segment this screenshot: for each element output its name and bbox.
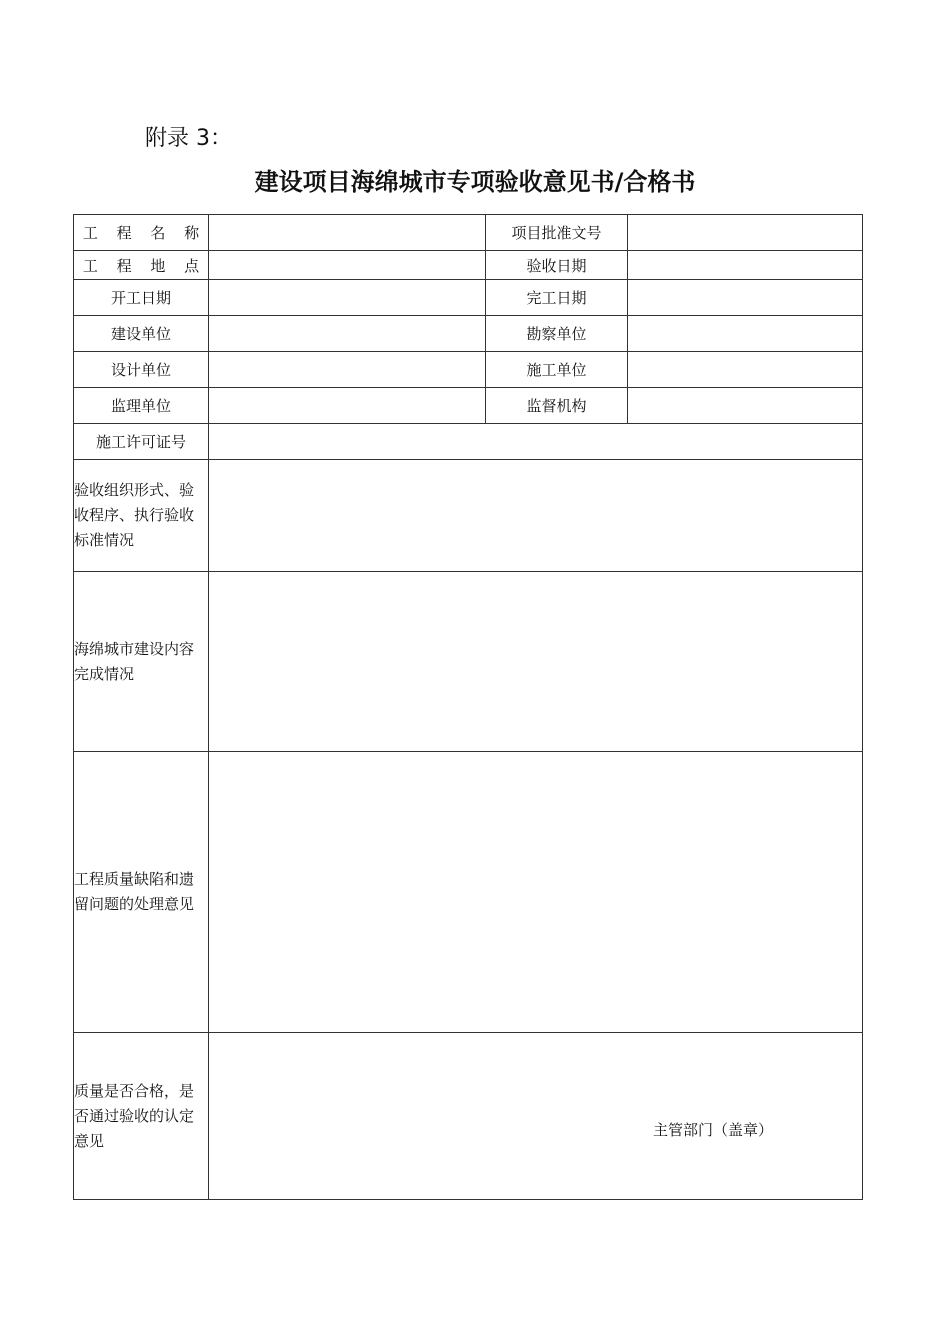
completion-date-label: 完工日期: [486, 280, 628, 316]
appendix-label: 附录 3：: [145, 126, 232, 151]
construction-unit-label: 建设单位: [74, 316, 209, 352]
project-name-label: 工 程 名 称: [82, 224, 207, 242]
permit-number-label: 施工许可证号: [74, 424, 209, 460]
quality-defects-field[interactable]: [209, 752, 863, 1033]
form-row-dates: [74, 280, 863, 316]
project-location-label: 工 程 地 点: [82, 256, 207, 275]
acceptance-procedure-label: 验收组织形式、验收程序、执行验收标准情况: [74, 460, 209, 572]
project-location-field[interactable]: [209, 251, 486, 280]
form-row-design-contractor: [74, 352, 863, 388]
form-row-permit-number: [74, 424, 863, 460]
sponge-city-completion-field[interactable]: [209, 572, 863, 752]
form-row-sponge-city-completion: [74, 572, 863, 752]
acceptance-form-table: [73, 214, 863, 1200]
form-row-project-name: [74, 215, 863, 251]
permit-number-field[interactable]: [209, 424, 863, 460]
oversight-agency-label: 监督机构: [486, 388, 628, 424]
design-unit-field[interactable]: [209, 352, 486, 388]
project-name-field[interactable]: [209, 215, 486, 251]
sponge-city-completion-label: 海绵城市建设内容完成情况: [74, 572, 209, 752]
completion-date-field[interactable]: [628, 280, 863, 316]
contractor-unit-field[interactable]: [628, 352, 863, 388]
acceptance-date-field[interactable]: [628, 251, 863, 280]
construction-unit-field[interactable]: [209, 316, 486, 352]
acceptance-opinion-label: 质量是否合格，是否通过验收的认定意见: [74, 1033, 209, 1200]
approval-number-label: 项目批准文号: [486, 215, 628, 251]
form-row-construction-survey: [74, 316, 863, 352]
oversight-agency-field[interactable]: [628, 388, 863, 424]
form-row-acceptance-opinion: [74, 1033, 863, 1200]
approval-number-field[interactable]: [628, 215, 863, 251]
start-date-field[interactable]: [209, 280, 486, 316]
supervision-unit-label: 监理单位: [74, 388, 209, 424]
design-unit-label: 设计单位: [74, 352, 209, 388]
stamp-label: 主管部门（盖章）: [653, 1121, 774, 1139]
contractor-unit-label: 施工单位: [486, 352, 628, 388]
start-date-label: 开工日期: [74, 280, 209, 316]
acceptance-opinion-field[interactable]: [209, 1033, 863, 1200]
survey-unit-field[interactable]: [628, 316, 863, 352]
survey-unit-label: 勘察单位: [486, 316, 628, 352]
quality-defects-label: 工程质量缺陷和遗留问题的处理意见: [74, 752, 209, 1033]
acceptance-procedure-field[interactable]: [209, 460, 863, 572]
document-title: 建设项目海绵城市专项验收意见书/合格书: [254, 168, 696, 196]
acceptance-date-label: 验收日期: [486, 251, 628, 280]
form-row-acceptance-procedure: [74, 460, 863, 572]
form-row-project-location: [74, 251, 863, 280]
form-row-supervision-oversight: [74, 388, 863, 424]
form-row-quality-defects: [74, 752, 863, 1033]
supervision-unit-field[interactable]: [209, 388, 486, 424]
